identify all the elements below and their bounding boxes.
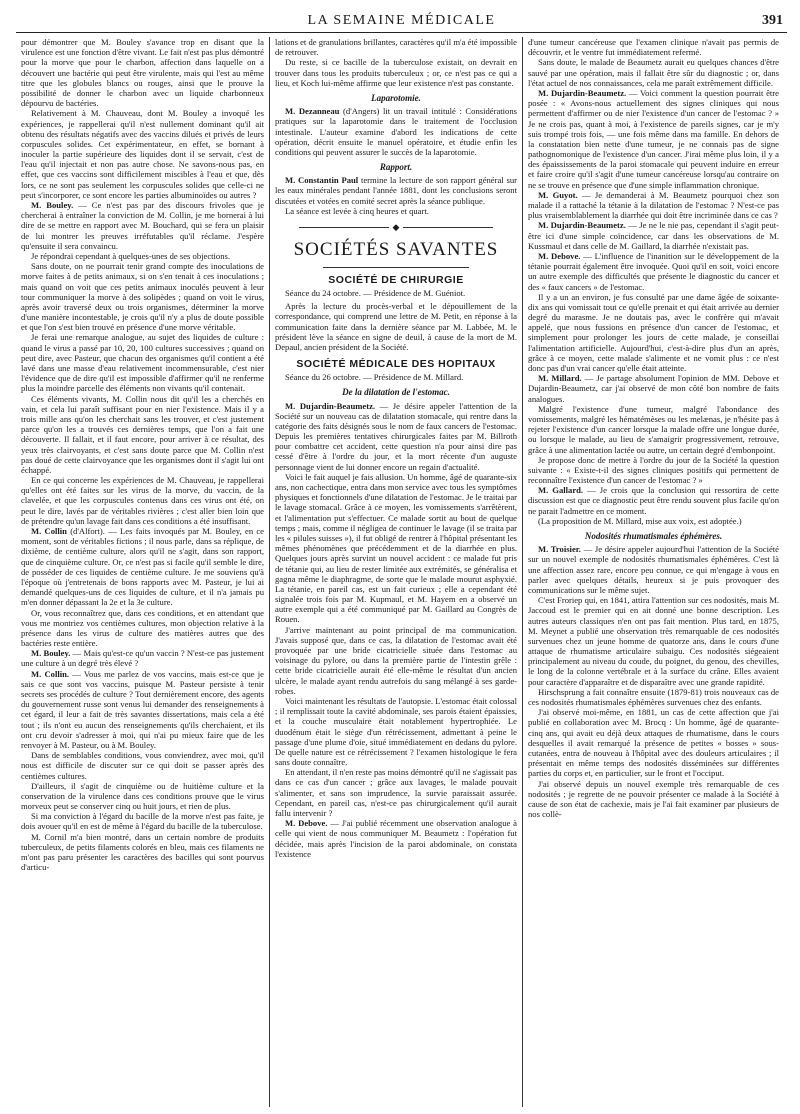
speaker-name: M. Collin — [31, 526, 67, 536]
paragraph-text: (d'Alfort). — Les faits invoqués par M. Bouley, en ce moment, sont de véritables fictions ; il nous parle, dans sa réplique, de dixième, de centième culture, alors qu'il ne s'agit, dans son rapport, que de cinquième culture. Or, ce n'est pas si facile qu'il semble le dire, de posséder de ces liquides de centième culture. Je me souviens qu'à l'époque où j'entretenais de bons rapports avec M. Pasteur, je lui ai demandé quelques-uns de ces liquides de culture, et il n'a jamais pu m'en donner dépassant la 2e et la 3e culture. — [21, 526, 264, 608]
speaker-name: M. Bouley. — [31, 648, 71, 659]
speaker-name: M. Millard. — [538, 373, 582, 384]
paragraph: D'ailleurs, il s'agit de cinquième ou de huitième culture et la conservation de la virulence dans ces conditions prouve que le virus morveux peut se conserver cinq ou huit jours, et rien de plus. — [21, 780, 264, 812]
paragraph-text: termine la lecture de son rapport général sur les eaux minérales pendant l'année 1881, dont les conclusions seront discutées et votées en comité secret après la séance publique. — [275, 175, 517, 206]
paragraph-text: — Je désire appeler aujourd'hui l'attention de la Société sur un nouvel exemple de nodosités rhumatismales éphémères. C'est là une affection assez rare, encore peu connue, ce qui m'engage à vous en parler avec quelques détails, heureux si je puis provoquer des communications sur le même sujet. — [528, 544, 779, 595]
paragraph-text: — Je ne le nie pas, cependant il s'agit peut-être ici d'une simple coïncidence, car dans les observations de M. Kussmaul et dans celle de M. Gaillard, la diarrhée n'existait pas. — [528, 220, 779, 251]
paragraph: Voici maintenant les résultats de l'autopsie. L'estomac était colossal ; il remplissait toute la cavité abdominale, ses parois étaient épaissies, et la couche musculaire était notablement hypertrophiée. Le duodénum était le siège d'un rétrécissement, admettant à peine le passage d'une plume d'oie, situé immédiatement en dedans du pylore. De quelle nature est ce rétrécissement ? l'examen histologique le fera sans doute connaître. — [275, 695, 517, 768]
paragraph-text: — Je demanderai à M. Beaumetz pourquoi chez son malade il a rattaché la tétanie à la dilatation de l'estomac ? N'est-ce pas plus vraisemblablement la diarrhée qui doit être incriminée dans ce cas ? — [528, 189, 780, 221]
divider — [323, 267, 468, 268]
paragraph-text: — J'ai publié récemment une observation analogue à celle qui vient de nous communiquer M. Beaumetz : l'opération fut décidée, mais après l'incision de la paroi abdominale, on constata l'existence — [275, 818, 518, 859]
paragraph: lations et de granulations brillantes, caractères qu'il m'a été impossible de retrouver. — [275, 37, 517, 58]
society-heading: SOCIÉTÉ DE CHIRURGIE — [328, 274, 464, 286]
paragraph-text: — Voici comment la question pourrait être posée : « Avons-nous actuellement des signes cliniques qui nous permettent d'affirmer ou de nier l'existence d'un cancer de l'estomac ? » Je ne crois pas, quant à moi, à l'existence de pareils signes, car je m'y suis trompé trois fois, — une fois même dans ma famille. En dehors de la constatation bien nette d'une tumeur, je ne connais pas de signe pathognomonique de l'existence d'un cancer. J'irai même plus loin, il y a des épaississements de la paroi stomacale qui peuvent induire en erreur et faire croire qu'il s'agit d'une tumeur cancéreuse lorsqu'au contraire on ne se trouve en présence que d'une simple inflammation chronique. — [528, 87, 779, 190]
subsection-heading: Laparotomie. — [371, 92, 421, 103]
paragraph: d'une tumeur cancéreuse que l'examen clinique n'avait pas permis de découvrir, et le ventre fut immédiatement refermé. — [528, 37, 779, 58]
session-line: Séance du 26 octobre. — Présidence de M. Millard. — [285, 372, 464, 383]
paragraph: J'arrive maintenant au point principal de ma communication. J'avais supposé que, dans ce cas, la dilatation de l'estomac avait été provoquée par une bride cicatricielle située dans l'estomac au voisinage du pylore, ou dans la première partie de l'intestin grêle : cette bride cicatricielle aurait été elle-même le résultat d'un ancien ulcère, le malade ayant rendu autrefois du sang mélangé à ses garde-robes. — [275, 624, 517, 696]
paragraph: (La proposition de M. Millard, mise aux voix, est adoptée.) — [538, 515, 742, 526]
paragraph: J'ai observé moi-même, en 1881, un cas de cette affection que j'ai publié en collaboration avec M. Brocq : Un homme, âgé de quarante-cinq ans, qui avait eu déjà deux attaques de rhumatisme, dans le cours desquelles il avait remarqué la présence de petites « bosses » sous-cutanées, entra de nouveau à l'hôpital avec des douleurs articulaires ; il présentait en même temps des nodosités disséminées sur différentes parties du corps et, en particulier, sur le front et l'occiput. — [528, 707, 779, 779]
column-middle — [269, 37, 522, 1107]
journal-title: LA SEMAINE MÉDICALE — [307, 13, 496, 28]
ornament-divider: ◆ — [275, 222, 517, 232]
paragraph: Du reste, si ce bacille de la tuberculose existait, on devrait en trouver dans tous les produits tuberculeux ; or, ce n'est pas ce qui a lieu, et Koch lui-même affirme que leur existence n'est pas constante. — [275, 57, 517, 88]
paragraph: Or, vous reconnaîtrez que, dans ces conditions, et en attendant que vous me montriez vos centièmes cultures, mon objection relative à la présence dans les virus de culture des matières autres que des bactéries reste entière. — [21, 607, 264, 649]
paragraph-text: — Vous me parlez de vos vaccins, mais est-ce que je sais ce que sont vos vaccins, puisque M. Pasteur persiste à tenir secrets ses procédés de culture ? Tout dernièrement encore, des agents du gouvernement russe sont venus lui demander des renseignements à cet égard, il leur a fait de très savantes dissertations, mais cela a été tout ; ils n'ont eu aucun des renseignements qu'ils cherchaient, et ils ont cru devoir s'adresser à moi, qui n'ai pu mieux faire que de les renvoyer à M. Pasteur, ou à M. Bouley. — [21, 668, 264, 750]
paragraph: Il y a un an environ, je fus consulté par une dame âgée de soixante-dix ans qui vomissait tout ce qu'elle prenait et qui était arrivée au dernier degré du marasme. Je ne doutais pas, avec le confrère qui m'avait appelé, que nous fussions en présence d'un cancer de l'estomac, et simplement pour prolonger les jours de cette malade, je conseillai l'alimentation artificielle. Aujourd'hui, c'est-à-dire plus d'un an après, grâce à ce moyen, cette malade s'alimente et ne vomit plus : ce n'est donc pas d'un vrai cancer qu'elle était atteinte. — [528, 291, 779, 373]
paragraph: Je ferai une remarque analogue, au sujet des liquides de culture : quand le virus a passé par 10, 20, 100 cultures successives ; quand on peut dire, avec Pasteur, que chacun des organismes qu'il contient a été lavé dans une masse d'eau relativement incommensurable, c'est nier l'évidence que de dire qu'il est impossible d'affirmer qu'il ne renferme plus la moindre parcelle des éléments non vivants qu'il contenait. — [21, 332, 264, 394]
column-left — [16, 37, 269, 1107]
paragraph-text: (d'Angers) lit un travail intitulé : Considérations pratiques sur la laparotomie dans le traitement de l'occlusion intestinale. L'auteur examine d'abord les indications de cette opération, décrit ensuite le manuel opératoire, et étudie enfin les conditions qui peuvent assurer le succès de la laparotomie. — [275, 106, 517, 157]
section-title: SOCIÉTÉS SAVANTES — [293, 239, 499, 260]
paragraph: Je répondrai cependant à quelques-unes de ses objections. — [31, 250, 231, 261]
speaker-name: M. Collin. — [31, 668, 70, 679]
speaker-name: M. Dezanneau — [285, 106, 340, 117]
text-columns — [16, 37, 787, 1107]
paragraph: En ce qui concerne les expériences de M. Chauveau, je rappellerai qu'elles ont été faites sur les virus de la morve, du vaccin, de la clavelée, et que les corpuscules contenus dans ces virus ont été, on peut le dire, lavés par de véritables rivières ; c'est aller bien loin que de prétendre qu'un lavage fait dans ces conditions a été insuffisant. — [21, 475, 264, 526]
speaker-name: M. Constantin Paul — [285, 175, 359, 186]
speaker-name: M. Dujardin-Beaumetz. — [538, 87, 627, 98]
speaker-name: M. Bouley. — [31, 200, 74, 210]
speaker-name: M. Dujardin-Beaumetz. — [285, 400, 376, 411]
session-line: Séance du 24 octobre. — Présidence de M. Guéniot. — [285, 288, 466, 298]
paragraph: Je propose donc de mettre à l'ordre du jour de la Société la question suivante : « Existe-t-il des signes cliniques positifs qui permettent de reconnaître l'existence d'un cancer de l'estomac ? » — [528, 454, 779, 486]
paragraph-text: — L'influence de l'inanition sur le développement de la tétanie pourrait également être invoquée. Quoi qu'il en soit, voici encore un autre exemple des difficultés que présente le diagnostic du cancer et des « faux cancers » de l'estomac. — [528, 250, 779, 292]
paragraph: Voici le fait auquel je fais allusion. Un homme, âgé de quarante-six ans, non cachectique, entra dans mon service avec tous les symptômes physiques et fonctionnels d'une dilatation de l'estomac. Je le traitai par le lavage stomacal. Grâce à ce moyen, les vomissements s'arrêtèrent, et l'alimentation put s'effectuer. Ce malade sortit au bout de quelque temps ; mais, comme il négligea de continuer le lavage (il se traita par les « pilules suisses »), il fut obligé de rentrer à l'hôpital présentant les mêmes phénomènes que précédemment et de la diarrhée en plus. Quelques jours après survint un nouvel accident : ce malade fut pris de tétanie qui, au lieu de rester limitée aux extrémités, se généralisa et gagna même le diaphragme, de sorte que le malade mourut asphyxié. La tétanie, en pareil cas, est un fait curieux ; elle a cependant été signalée trois fois par M. Kupmaul, et M. Hayem en a observé un autre exemple qui a été communiqué par M. Gaillard au Congrès de Rouen. — [275, 471, 517, 625]
paragraph: Après la lecture du procès-verbal et le dépouillement de la correspondance, qui comprend une lettre de M. Petit, en réponse à la communication faite dans la dernière séance par M. Labbée, M. le président lève la séance en signe de deuil, à cause de la mort de M. Depaul, ancien président de la Société. — [275, 301, 517, 352]
speaker-name: M. Troisier. — [538, 544, 581, 555]
paragraph: Dans de semblables conditions, vous conviendrez, avec moi, qu'il nous est difficile de discuter sur ce qui doit se passer après des centièmes cultures. — [21, 750, 264, 781]
paragraph: Hirschsprung a fait connaître ensuite (1879-81) trois nouveaux cas de ces nodosités rhumatismales éphémères survenues chez des enfants. — [528, 686, 779, 707]
speaker-name: M. Dujardin-Beaumetz. — [538, 220, 626, 231]
subsection-heading: Nodosités rhumatismales éphémères. — [584, 531, 723, 541]
paragraph: M. Cornil m'a bien montré, dans un certain nombre de produits tuberculeux, de petits filaments colorés en bleu, mais ces filaments ne m'ont pas paru présenter les caractères des bacilles qui sont pourvus d'articu- — [21, 831, 264, 873]
paragraph-text: — Mais qu'est-ce qu'un vaccin ? N'est-ce pas justement une culture à un degré très élevé ? — [21, 648, 265, 669]
paragraph-text: — Je partage absolument l'opinion de MM. Debove et Dujardin-Beaumetz, car j'ai observé de mon côté bon nombre de faits analogues. — [528, 373, 779, 404]
running-header — [16, 10, 787, 33]
subsection-heading: De la dilatation de l'estomac. — [342, 387, 450, 398]
paragraph: Relativement à M. Chauveau, dont M. Bouley a invoqué les expériences, je rappellerai qu'il n'est nullement dominant qu'il ait obtenu des résultats négatifs avec des vaccins dilués et privés de leurs corpuscules solides. Cet expérimentateur, en effet, se bornant à inoculer la partie supérieure des liquides dont il se servait, c'est de l'eau qu'il injectait et non pas autre chose. Ne savons-nous pas, en effet, que ces vaccins sont difficilement miscibles à l'eau et que, dès lors, ce ne sont pas seulement les corpuscules solides que celle-ci ne peut s'incorporer, ce sont encore les parties albuminoïdes ou autres ? — [21, 108, 264, 200]
paragraph: C'est Froriep qui, en 1841, attira l'attention sur ces nodosités, mais M. Jaccoud est le premier qui en ait donné une bonne description. Les autres auteurs classiques n'en ont pas fait mention. Plus tard, en 1875, M. Meynet a publié une observation très remarquable de ces nodosités survenues chez un jeune homme de quatorze ans, dans le cours d'une attaque de rhumatisme articulaire subaigu. Ces nodosités siégeaient principalement au niveau du coude, du poignet, du genou, des chevilles, le long de la colonne vertébrale et à la surface du crâne. Elles avaient pour caractère d'apparaître et de disparaître avec une grande rapidité. — [528, 595, 779, 687]
speaker-name: M. Gallard. — [538, 485, 584, 496]
page-number: 391 — [762, 13, 783, 28]
speaker-name: M. Guyot. — [538, 189, 578, 200]
column-right — [522, 37, 784, 1107]
paragraph: Ces éléments vivants, M. Collin nous dit qu'il les a cherchés en vain, et cela lui paraît suffisant pour en nier l'existence. Mais il y a trois mille ans qu'on les cherchait sans les trouver, et c'est justement parce qu'on les a trouvés ces dernières temps, que l'on a fait une découverte. Il fallait, et il faut encore, pour arriver à ce résultat, des yeux très clairvoyants, et c'est sans doute parce que M. Collin n'est pas doué de cette clairvoyance que les organismes dont il s'agit lui ont échappé. — [21, 393, 264, 475]
paragraph: En attendant, il n'en reste pas moins démontré qu'il ne s'agissait pas dans ce cas d'un cancer ; grâce aux lavages, le malade pouvait s'alimenter, et sans son imprudence, la survie paraissait assurée. Cependant, en pareil cas, n'est-ce pas chirurgicalement qu'il aurait fallu intervenir ? — [275, 767, 517, 818]
paragraph: Sans doute, on ne pourrait tenir grand compte des inoculations de morve faites à de petits animaux, si on s'en tenait à ces inoculations ; mais quand on voit que ces petits animaux inoculés peuvent à leur tour communiquer la morve à des solipèdes ; quand on voit le virus, après avoir traversé deux ou trois organismes, déterminer la morve d'une manière incontestable, je crois qu'il n'y a plus de doute possible et que l'on s'est bien trouvé en présence d'une morve véritable. — [21, 261, 264, 333]
paragraph-text: — Je crois que la conclusion qui ressortira de cette discussion est que ce diagnostic peut être rendu souvent plus facile qu'on ne parait l'admettre en ce moment. — [528, 485, 779, 516]
speaker-name: M. Debove. — [538, 250, 581, 261]
speaker-name: M. Debove. — [285, 818, 328, 829]
paragraph: La séance est levée à cinq heures et quart. — [285, 205, 429, 216]
subsection-heading: Rapport. — [379, 162, 413, 173]
paragraph: J'ai observé depuis un nouvel exemple très remarquable de ces nodosités ; je regrette de ne pouvoir présenter ce malade à la Société à cause de son état de cachexie, mais je l'ai fait examiner par plusieurs de nos collè- — [528, 778, 779, 820]
paragraph: Si ma conviction à l'égard du bacille de la morve n'est pas faite, je dois avouer qu'il en est de même à l'égard du bacille de la tuberculose. — [21, 811, 264, 832]
paragraph: Sans doute, le malade de Beaumetz aurait eu quelques chances d'être sauvé par une opération, mais il fallait être sûr du diagnostic ; or, dans l'état actuel de nos connaissances, cela me paraît extrêmement difficile. — [528, 57, 779, 88]
society-heading: SOCIÉTÉ MÉDICALE DES HOPITAUX — [296, 358, 496, 371]
paragraph: Malgré l'existence d'une tumeur, malgré l'abondance des vomissements, malgré les hématémèses ou les melænas, je n'hésite pas à rejeter l'existence d'un cancer lorsque la malade offre une longue durée, ou lorsque le malade, au lieu de s'amaigrir progressivement, retrouve, grâce à une alimentation lactée ou autre, un certain degré d'embonpoint. — [528, 403, 779, 455]
paragraph: pour démontrer que M. Bouley s'avance trop en disant que la virulence est une fonction d'être vivant. Le fait n'est pas plus démontré pour la morve que pour le charbon, affection dans laquelle on a découvert une bactérie qui peut être virulente, mais qui l'est au même titre que les globules blancs ou rouges, ainsi que le prouve la possibilité de donner le charbon avec un liquide charbonneux dépourvu de bactéries. — [21, 37, 264, 109]
paragraph-text: — Ce n'est pas par des discours frivoles que je chercherai à entraîner la conviction de M. Collin, je me bornerai à lui dire de se mettre en rapport avec M. Bouchard, qui se fera un plaisir de lui montrer les preuves irréfutables qu'il réclame. J'espère qu'ensuite il sera convaincu. — [21, 200, 265, 251]
paragraph-text: — Je désire appeler l'attention de la Société sur un nouveau cas de dilatation stomacale, qui rentre dans la catégorie des faits désignés sous le nom de faux cancers de l'estomac. Depuis les premières tentatives chirurgicales faites par M. Billroth pour combattre cet accident, cette question n'a pour ainsi dire pas cessé d'être à l'ordre du jour, et la mort récente d'un auguste personnage vient de lui donner encore un regain d'actualité. — [275, 400, 517, 472]
